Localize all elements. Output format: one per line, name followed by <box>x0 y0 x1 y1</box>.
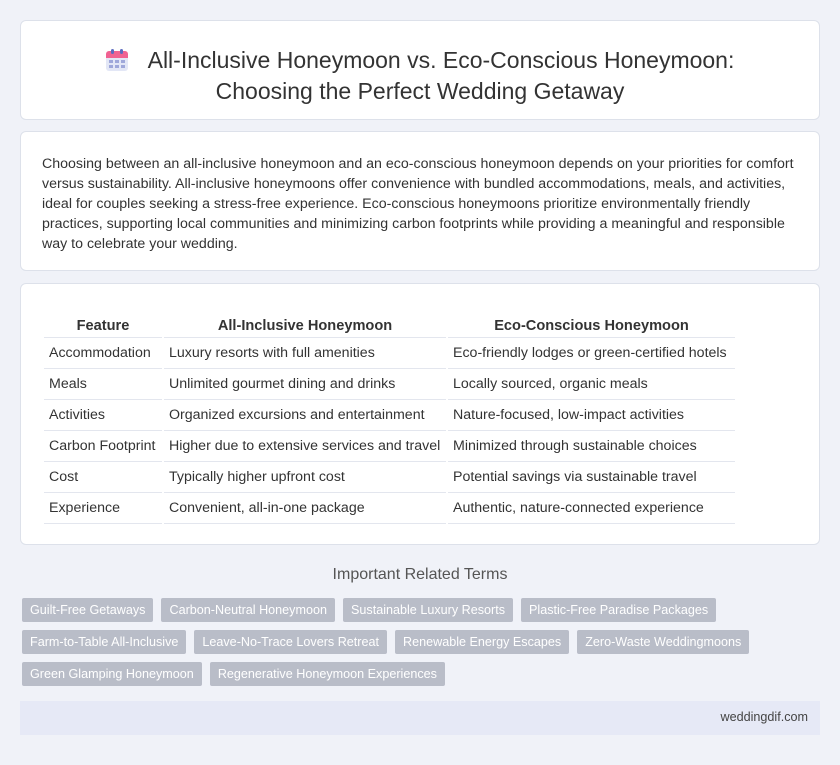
related-term-tag[interactable]: Carbon-Neutral Honeymoon <box>161 598 335 622</box>
related-terms-list <box>22 598 812 694</box>
footer <box>20 701 820 735</box>
feature-cell: Carbon Footprint <box>44 431 162 462</box>
feature-cell: Experience <box>44 493 162 524</box>
table-row <box>44 493 735 524</box>
all-inclusive-cell: Unlimited gourmet dining and drinks <box>164 369 446 400</box>
eco-conscious-cell: Locally sourced, organic meals <box>448 369 735 400</box>
table-row <box>44 338 735 369</box>
related-term-tag[interactable]: Sustainable Luxury Resorts <box>343 598 513 622</box>
table-row <box>44 400 735 431</box>
table-row <box>44 462 735 493</box>
all-inclusive-cell: Luxury resorts with full amenities <box>164 338 446 369</box>
related-term-tag[interactable]: Leave-No-Trace Lovers Retreat <box>194 630 387 654</box>
table-row <box>44 369 735 400</box>
related-term-tag[interactable]: Farm-to-Table All-Inclusive <box>22 630 186 654</box>
related-term-tag[interactable]: Regenerative Honeymoon Experiences <box>210 662 445 686</box>
intro-paragraph: Choosing between an all-inclusive honeymoon and an eco-conscious honeymoon depends on your priorities for comfort versus sustainability. All-inclusive honeymoons offer convenience with bundled accommodations, meals, and activities, ideal for couples seeking a stress-free experience. Eco-conscious honeymoons prioritize environmentally friendly practices, supporting local communities and minimizing carbon footprints while providing a meaningful and responsible way to celebrate your wedding. <box>42 156 794 252</box>
eco-conscious-cell: Eco-friendly lodges or green-certified hotels <box>448 338 735 369</box>
feature-cell: Activities <box>44 400 162 431</box>
feature-cell: Meals <box>44 369 162 400</box>
comparison-card <box>20 283 820 545</box>
related-term-tag[interactable]: Renewable Energy Escapes <box>395 630 569 654</box>
related-terms-title: Important Related Terms <box>332 566 508 583</box>
related-term-tag[interactable]: Zero-Waste Weddingmoons <box>577 630 749 654</box>
all-inclusive-cell: Convenient, all-in-one package <box>164 493 446 524</box>
header-eco-conscious: Eco-Conscious Honeymoon <box>448 314 735 338</box>
title-line-1: All-Inclusive Honeymoon vs. Eco-Conscious Honeymoon: <box>147 47 735 73</box>
all-inclusive-cell: Higher due to extensive services and travel <box>164 431 446 462</box>
all-inclusive-cell: Organized excursions and entertainment <box>164 400 446 431</box>
table-row <box>44 431 735 462</box>
header-card <box>20 20 820 120</box>
all-inclusive-cell: Typically higher upfront cost <box>164 462 446 493</box>
header-all-inclusive: All-Inclusive Honeymoon <box>164 314 446 338</box>
table-header-row <box>44 314 735 338</box>
feature-cell: Accommodation <box>44 338 162 369</box>
eco-conscious-cell: Minimized through sustainable choices <box>448 431 735 462</box>
related-term-tag[interactable]: Green Glamping Honeymoon <box>22 662 202 686</box>
page-title <box>21 45 819 107</box>
related-term-tag[interactable]: Guilt-Free Getaways <box>22 598 153 622</box>
title-line-2: Choosing the Perfect Wedding Getaway <box>215 78 625 104</box>
intro-card <box>20 131 820 271</box>
feature-cell: Cost <box>44 462 162 493</box>
eco-conscious-cell: Potential savings via sustainable travel <box>448 462 735 493</box>
header-feature: Feature <box>44 314 162 338</box>
eco-conscious-cell: Nature-focused, low-impact activities <box>448 400 735 431</box>
comparison-table <box>42 314 737 524</box>
related-term-tag[interactable]: Plastic-Free Paradise Packages <box>521 598 716 622</box>
footer-site-link[interactable]: weddingdif.com <box>720 710 808 724</box>
eco-conscious-cell: Authentic, nature-connected experience <box>448 493 735 524</box>
calendar-icon <box>106 49 128 71</box>
